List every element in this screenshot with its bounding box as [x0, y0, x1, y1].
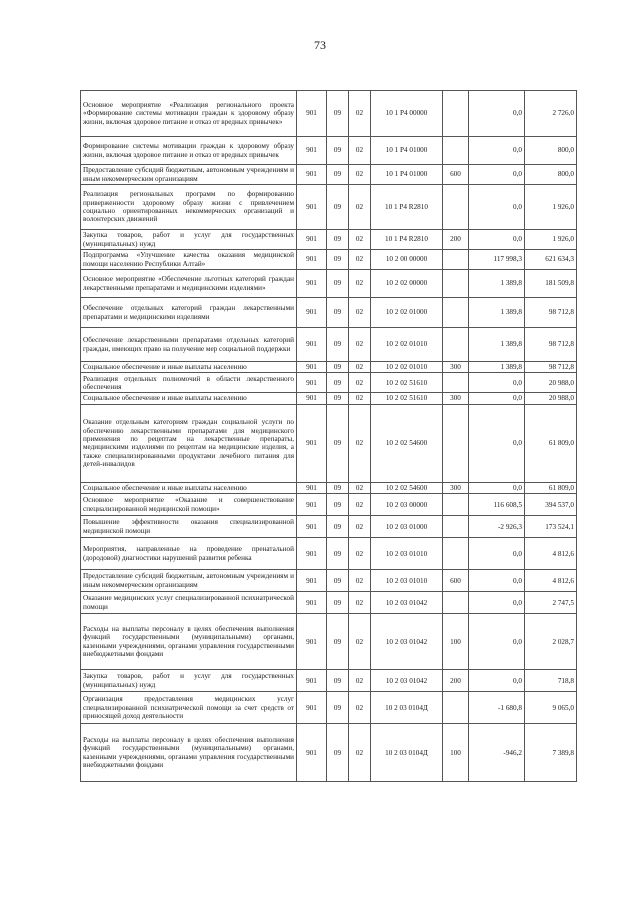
section-code-cell: 09: [327, 91, 349, 137]
expense-type-cell: [443, 91, 469, 137]
amount-total-cell: 20 988,0: [525, 373, 577, 393]
subsection-code-cell: 02: [349, 692, 371, 724]
amount-total-cell: 181 509,8: [525, 270, 577, 298]
amount-total-cell: 98 712,8: [525, 328, 577, 362]
amount-total-cell: 4 812,6: [525, 570, 577, 592]
target-article-cell: 10 1 P4 01000: [371, 165, 443, 185]
expense-name-cell: Обеспечение отдельных категорий граждан лекарственными препаратами и медицинскими изделиями: [81, 298, 297, 328]
expense-name-cell: Основное мероприятие «Оказание и совершенствование специализированной медицинской помощи»: [81, 494, 297, 516]
amount-change-cell: 0,0: [469, 482, 525, 493]
amount-change-cell: 0,0: [469, 592, 525, 614]
amount-total-cell: 800,0: [525, 137, 577, 165]
grbs-code-cell: 901: [297, 570, 327, 592]
amount-total-cell: 1 926,0: [525, 185, 577, 230]
target-article-cell: 10 2 03 01000: [371, 516, 443, 538]
target-article-cell: 10 1 P4 00000: [371, 91, 443, 137]
amount-change-cell: 0,0: [469, 570, 525, 592]
amount-total-cell: 98 712,8: [525, 362, 577, 373]
section-code-cell: 09: [327, 270, 349, 298]
table-row: [81, 373, 577, 393]
grbs-code-cell: 901: [297, 670, 327, 692]
table-row: [81, 185, 577, 230]
amount-change-cell: 0,0: [469, 137, 525, 165]
amount-change-cell: 117 998,3: [469, 250, 525, 270]
subsection-code-cell: 02: [349, 516, 371, 538]
expense-name-cell: Предоставление субсидий бюджетным, автономным учреждениям и иным некоммерческим организациям: [81, 165, 297, 185]
amount-total-cell: 61 809,0: [525, 404, 577, 482]
amount-total-cell: 61 809,0: [525, 482, 577, 493]
grbs-code-cell: 901: [297, 516, 327, 538]
grbs-code-cell: 901: [297, 328, 327, 362]
grbs-code-cell: 901: [297, 270, 327, 298]
expense-name-cell: Социальное обеспечение и иные выплаты населению: [81, 482, 297, 493]
section-code-cell: 09: [327, 404, 349, 482]
expense-type-cell: [443, 137, 469, 165]
subsection-code-cell: 02: [349, 230, 371, 250]
amount-total-cell: 173 524,1: [525, 516, 577, 538]
target-article-cell: 10 2 02 01000: [371, 298, 443, 328]
expense-type-cell: 300: [443, 482, 469, 493]
grbs-code-cell: 901: [297, 482, 327, 493]
amount-total-cell: 2 028,7: [525, 614, 577, 670]
subsection-code-cell: 02: [349, 373, 371, 393]
section-code-cell: 09: [327, 393, 349, 404]
amount-change-cell: 0,0: [469, 185, 525, 230]
grbs-code-cell: 901: [297, 137, 327, 165]
subsection-code-cell: 02: [349, 404, 371, 482]
expense-type-cell: 300: [443, 393, 469, 404]
expense-name-cell: Основное мероприятие «Обеспечение льготных категорий граждан лекарственными препаратами и медицинскими изделиями»: [81, 270, 297, 298]
amount-total-cell: 4 812,6: [525, 538, 577, 570]
expense-name-cell: Закупка товаров, работ и услуг для государственных (муниципальных) нужд: [81, 670, 297, 692]
target-article-cell: 10 2 03 01010: [371, 570, 443, 592]
expense-type-cell: 600: [443, 165, 469, 185]
expense-type-cell: [443, 592, 469, 614]
expense-type-cell: [443, 373, 469, 393]
amount-change-cell: 0,0: [469, 165, 525, 185]
subsection-code-cell: 02: [349, 250, 371, 270]
expense-type-cell: [443, 516, 469, 538]
target-article-cell: 10 1 P4 01000: [371, 137, 443, 165]
grbs-code-cell: 901: [297, 538, 327, 570]
table-row: [81, 494, 577, 516]
target-article-cell: 10 2 02 01010: [371, 328, 443, 362]
expense-name-cell: Оказание медицинских услуг специализированной психиатрической помощи: [81, 592, 297, 614]
expense-type-cell: [443, 404, 469, 482]
grbs-code-cell: 901: [297, 592, 327, 614]
table-row: [81, 592, 577, 614]
expense-type-cell: 200: [443, 670, 469, 692]
target-article-cell: 10 1 P4 R2810: [371, 185, 443, 230]
budget-table: [80, 90, 577, 782]
section-code-cell: 09: [327, 692, 349, 724]
amount-total-cell: 2 726,0: [525, 91, 577, 137]
expense-name-cell: Закупка товаров, работ и услуг для государственных (муниципальных) нужд: [81, 230, 297, 250]
section-code-cell: 09: [327, 373, 349, 393]
section-code-cell: 09: [327, 298, 349, 328]
table-row: [81, 614, 577, 670]
target-article-cell: 10 2 03 01010: [371, 538, 443, 570]
expense-name-cell: Мероприятия, направленные на проведение пренатальной (дородовой) диагностики нарушений развития ребенка: [81, 538, 297, 570]
amount-change-cell: 1 389,8: [469, 328, 525, 362]
section-code-cell: 09: [327, 724, 349, 782]
expense-type-cell: 200: [443, 230, 469, 250]
table-row: [81, 538, 577, 570]
table-row: [81, 570, 577, 592]
subsection-code-cell: 02: [349, 538, 371, 570]
amount-total-cell: 718,8: [525, 670, 577, 692]
target-article-cell: 10 2 02 54600: [371, 482, 443, 493]
grbs-code-cell: 901: [297, 373, 327, 393]
target-article-cell: 10 1 P4 R2810: [371, 230, 443, 250]
expense-type-cell: 300: [443, 362, 469, 373]
section-code-cell: 09: [327, 482, 349, 493]
section-code-cell: 09: [327, 362, 349, 373]
table-row: [81, 230, 577, 250]
subsection-code-cell: 02: [349, 165, 371, 185]
expense-type-cell: [443, 185, 469, 230]
amount-change-cell: 0,0: [469, 91, 525, 137]
expense-type-cell: 100: [443, 614, 469, 670]
subsection-code-cell: 02: [349, 270, 371, 298]
amount-change-cell: 0,0: [469, 404, 525, 482]
amount-total-cell: 9 065,0: [525, 692, 577, 724]
table-row: [81, 724, 577, 782]
expense-name-cell: Социальное обеспечение и иные выплаты населению: [81, 362, 297, 373]
page-number: 73: [314, 38, 326, 52]
grbs-code-cell: 901: [297, 404, 327, 482]
amount-change-cell: 0,0: [469, 393, 525, 404]
expense-name-cell: Расходы на выплаты персоналу в целях обеспечения выполнения функций государственными (муниципальными) органами, казенными учреждениями, органами управления государственными внебюджетными фондами: [81, 614, 297, 670]
target-article-cell: 10 2 03 0104Д: [371, 692, 443, 724]
subsection-code-cell: 02: [349, 482, 371, 493]
amount-total-cell: 7 389,8: [525, 724, 577, 782]
subsection-code-cell: 02: [349, 494, 371, 516]
target-article-cell: 10 2 02 51610: [371, 373, 443, 393]
amount-total-cell: 98 712,8: [525, 298, 577, 328]
expense-type-cell: 600: [443, 570, 469, 592]
amount-total-cell: 394 537,0: [525, 494, 577, 516]
table-row: [81, 393, 577, 404]
amount-total-cell: 20 988,0: [525, 393, 577, 404]
subsection-code-cell: 02: [349, 298, 371, 328]
target-article-cell: 10 2 02 51610: [371, 393, 443, 404]
expense-name-cell: Предоставление субсидий бюджетным, автономным учреждениям и иным некоммерческим организациям: [81, 570, 297, 592]
amount-change-cell: 1 389,8: [469, 298, 525, 328]
amount-change-cell: -946,2: [469, 724, 525, 782]
amount-change-cell: 0,0: [469, 614, 525, 670]
grbs-code-cell: 901: [297, 393, 327, 404]
expense-name-cell: Реализация региональных программ по формированию приверженности здоровому образу жизни с привлечением социально ориентированных некоммерческих организаций и волонтерских движений: [81, 185, 297, 230]
budget-table-body: [81, 91, 577, 782]
expense-type-cell: [443, 692, 469, 724]
subsection-code-cell: 02: [349, 570, 371, 592]
section-code-cell: 09: [327, 614, 349, 670]
subsection-code-cell: 02: [349, 91, 371, 137]
expense-name-cell: Организация предоставления медицинских услуг специализированной психиатрической помощи за счет средств от приносящей доход деятельности: [81, 692, 297, 724]
amount-change-cell: 0,0: [469, 230, 525, 250]
subsection-code-cell: 02: [349, 724, 371, 782]
grbs-code-cell: 901: [297, 614, 327, 670]
expense-type-cell: [443, 494, 469, 516]
amount-change-cell: -1 680,8: [469, 692, 525, 724]
section-code-cell: 09: [327, 494, 349, 516]
subsection-code-cell: 02: [349, 185, 371, 230]
table-row: [81, 270, 577, 298]
table-row: [81, 482, 577, 493]
table-row: [81, 692, 577, 724]
amount-total-cell: 621 634,3: [525, 250, 577, 270]
section-code-cell: 09: [327, 538, 349, 570]
amount-total-cell: 1 926,0: [525, 230, 577, 250]
expense-type-cell: [443, 328, 469, 362]
expense-name-cell: Реализация отдельных полномочий в области лекарственного обеспечения: [81, 373, 297, 393]
expense-name-cell: Оказание отдельным категориям граждан социальной услуги по обеспечению лекарственными препаратами для медицинского применения по рецептам на лекарственные препараты, медицинскими изделиями по рецептам на медицинские изделия, а также специализированными продуктами лечебного питания для детей-инвалидов: [81, 404, 297, 482]
amount-change-cell: -2 926,3: [469, 516, 525, 538]
amount-change-cell: 116 608,5: [469, 494, 525, 516]
grbs-code-cell: 901: [297, 165, 327, 185]
grbs-code-cell: 901: [297, 250, 327, 270]
target-article-cell: 10 2 02 01010: [371, 362, 443, 373]
expense-type-cell: [443, 298, 469, 328]
table-row: [81, 516, 577, 538]
target-article-cell: 10 2 03 01042: [371, 592, 443, 614]
expense-type-cell: 100: [443, 724, 469, 782]
target-article-cell: 10 2 02 00000: [371, 270, 443, 298]
section-code-cell: 09: [327, 250, 349, 270]
expense-name-cell: Формирование системы мотивации граждан к здоровому образу жизни, включая здоровое питание и отказ от вредных привычек: [81, 137, 297, 165]
grbs-code-cell: 901: [297, 230, 327, 250]
section-code-cell: 09: [327, 592, 349, 614]
target-article-cell: 10 2 00 00000: [371, 250, 443, 270]
table-row: [81, 362, 577, 373]
table-row: [81, 165, 577, 185]
table-row: [81, 298, 577, 328]
amount-change-cell: 0,0: [469, 538, 525, 570]
target-article-cell: 10 2 03 01042: [371, 614, 443, 670]
expense-name-cell: Основное мероприятие «Реализация регионального проекта «Формирование системы мотивации граждан к здоровому образу жизни, включая здоровое питание и отказ от вредных привычек»: [81, 91, 297, 137]
amount-total-cell: 2 747,5: [525, 592, 577, 614]
expense-name-cell: Повышение эффективности оказания специализированной медицинской помощи: [81, 516, 297, 538]
grbs-code-cell: 901: [297, 185, 327, 230]
subsection-code-cell: 02: [349, 137, 371, 165]
expense-type-cell: [443, 250, 469, 270]
subsection-code-cell: 02: [349, 328, 371, 362]
section-code-cell: 09: [327, 185, 349, 230]
table-row: [81, 404, 577, 482]
table-row: [81, 328, 577, 362]
target-article-cell: 10 2 02 54600: [371, 404, 443, 482]
subsection-code-cell: 02: [349, 393, 371, 404]
expense-type-cell: [443, 538, 469, 570]
section-code-cell: 09: [327, 137, 349, 165]
grbs-code-cell: 901: [297, 91, 327, 137]
grbs-code-cell: 901: [297, 362, 327, 373]
amount-change-cell: 1 389,8: [469, 270, 525, 298]
subsection-code-cell: 02: [349, 670, 371, 692]
table-row: [81, 670, 577, 692]
target-article-cell: 10 2 03 0104Д: [371, 724, 443, 782]
subsection-code-cell: 02: [349, 362, 371, 373]
amount-change-cell: 1 389,8: [469, 362, 525, 373]
table-row: [81, 250, 577, 270]
target-article-cell: 10 2 03 00000: [371, 494, 443, 516]
expense-type-cell: [443, 270, 469, 298]
grbs-code-cell: 901: [297, 298, 327, 328]
section-code-cell: 09: [327, 328, 349, 362]
expense-name-cell: Подпрограмма «Улучшение качества оказания медицинской помощи населению Республики Алтай»: [81, 250, 297, 270]
table-row: [81, 91, 577, 137]
amount-total-cell: 800,0: [525, 165, 577, 185]
amount-change-cell: 0,0: [469, 670, 525, 692]
expense-name-cell: Социальное обеспечение и иные выплаты населению: [81, 393, 297, 404]
section-code-cell: 09: [327, 230, 349, 250]
expense-name-cell: Обеспечение лекарственными препаратами отдельных категорий граждан, имеющих право на получение мер социальной поддержки: [81, 328, 297, 362]
expense-name-cell: Расходы на выплаты персоналу в целях обеспечения выполнения функций государственными (муниципальными) органами, казенными учреждениями, органами управления государственными внебюджетными фондами: [81, 724, 297, 782]
section-code-cell: 09: [327, 670, 349, 692]
grbs-code-cell: 901: [297, 724, 327, 782]
section-code-cell: 09: [327, 570, 349, 592]
section-code-cell: 09: [327, 516, 349, 538]
table-row: [81, 137, 577, 165]
section-code-cell: 09: [327, 165, 349, 185]
target-article-cell: 10 2 03 01042: [371, 670, 443, 692]
subsection-code-cell: 02: [349, 592, 371, 614]
grbs-code-cell: 901: [297, 494, 327, 516]
grbs-code-cell: 901: [297, 692, 327, 724]
amount-change-cell: 0,0: [469, 373, 525, 393]
subsection-code-cell: 02: [349, 614, 371, 670]
